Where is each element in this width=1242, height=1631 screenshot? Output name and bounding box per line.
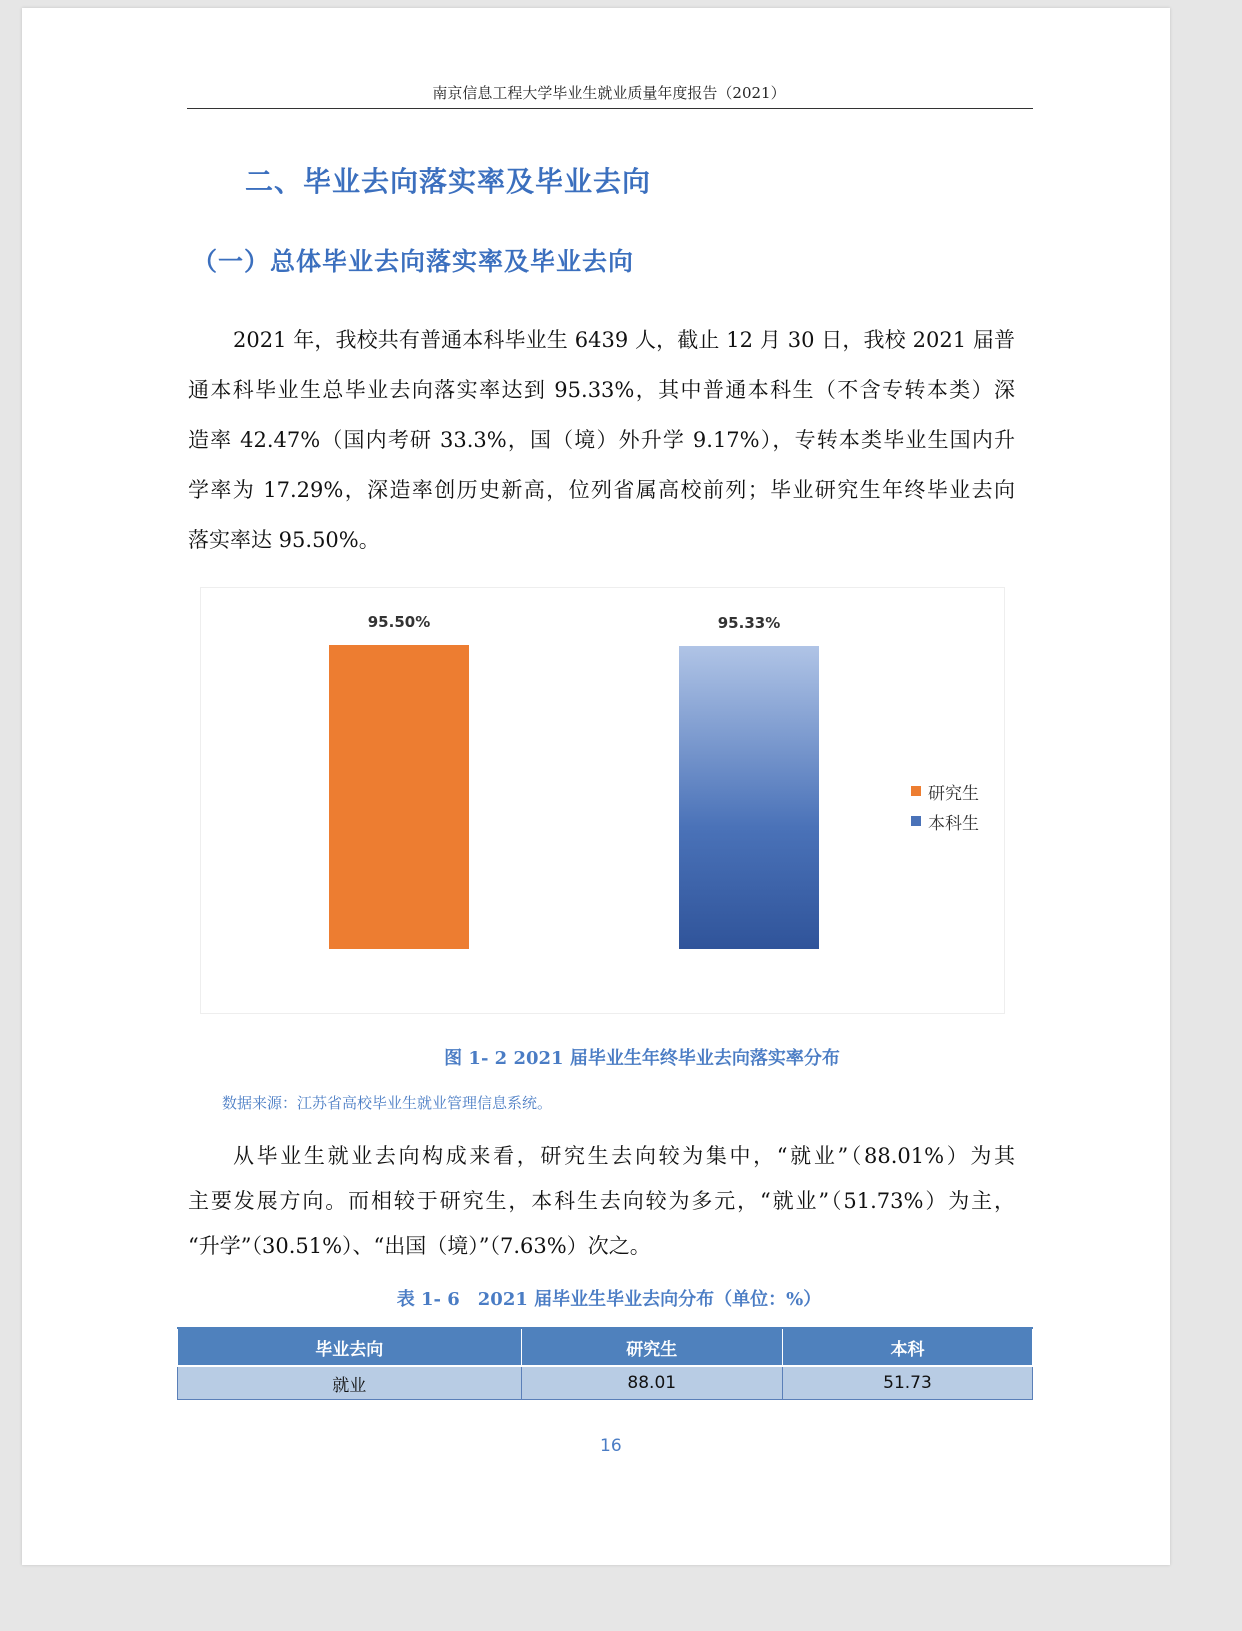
column-header: 毕业去向 bbox=[178, 1328, 522, 1366]
data-label-undergraduate: 95.33% bbox=[717, 613, 781, 632]
legend-label: 本科生 bbox=[928, 813, 979, 834]
data-label-graduate: 95.50% bbox=[367, 613, 431, 632]
legend-swatch bbox=[911, 816, 921, 826]
legend-swatch bbox=[911, 786, 921, 796]
text-line: “升学”（30.51%）、“出国（境）”（7.63%）次之。 bbox=[188, 1234, 651, 1258]
text-line: 学率为 17.29%，深造率创历史新高，位列省属高校前列；毕业研究生年终毕业去向 bbox=[188, 478, 1015, 502]
text-line: 2021 年，我校共有普通本科毕业生 6439 人，截止 12 月 30 日，我校 2021 届普 bbox=[233, 328, 1015, 352]
bar-chart bbox=[200, 587, 1005, 1014]
figure-caption: 图 1- 2 2021 届毕业生年终毕业去向落实率分布 bbox=[444, 1048, 840, 1069]
table-caption: 表 1- 6 2021 届毕业生毕业去向分布（单位：%） bbox=[396, 1289, 822, 1310]
header-divider bbox=[187, 108, 1033, 109]
text-line: 落实率达 95.50%。 bbox=[188, 528, 380, 552]
table-cell: 88.01 bbox=[521, 1366, 782, 1400]
bar-graduate bbox=[329, 645, 469, 949]
section-title: 二、毕业去向落实率及毕业去向 bbox=[245, 165, 652, 198]
table-header-row bbox=[178, 1328, 1033, 1366]
text-line: 造率 42.47%（国内考研 33.3%，国（境）外升学 9.17%），专转本类毕业生国内升 bbox=[188, 428, 1015, 452]
column-header: 本科 bbox=[782, 1328, 1032, 1366]
bar-undergraduate bbox=[679, 646, 819, 949]
data-source: 数据来源：江苏省高校毕业生就业管理信息系统。 bbox=[222, 1094, 553, 1112]
destination-table bbox=[177, 1327, 1033, 1400]
running-header: 南京信息工程大学毕业生就业质量年度报告（2021） bbox=[432, 84, 786, 102]
text-line: 主要发展方向。而相较于研究生，本科生去向较为多元，“就业”（51.73%）为主， bbox=[188, 1189, 1015, 1213]
text-line: 通本科毕业生总毕业去向落实率达到 95.33%，其中普通本科生（不含专转本类）深 bbox=[188, 378, 1015, 402]
subsection-title: （一）总体毕业去向落实率及毕业去向 bbox=[192, 247, 635, 276]
table-row bbox=[178, 1366, 1033, 1400]
legend-item-undergraduate bbox=[911, 806, 979, 836]
table-cell: 就业 bbox=[178, 1366, 522, 1400]
column-header: 研究生 bbox=[521, 1328, 782, 1366]
legend-item-graduate bbox=[911, 776, 979, 806]
table-cell: 51.73 bbox=[782, 1366, 1032, 1400]
page-number: 16 bbox=[600, 1436, 622, 1456]
text-line: 从毕业生就业去向构成来看，研究生去向较为集中，“就业”（88.01%）为其 bbox=[233, 1144, 1015, 1168]
chart-legend bbox=[911, 776, 979, 836]
legend-label: 研究生 bbox=[928, 783, 979, 804]
